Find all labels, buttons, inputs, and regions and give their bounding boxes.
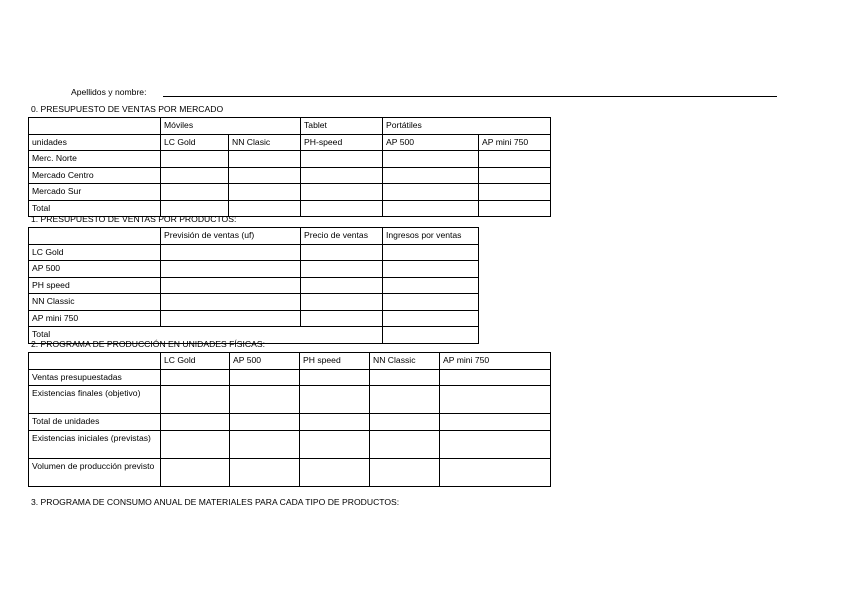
table-row bbox=[29, 134, 551, 151]
column-header: NN Classic bbox=[370, 353, 440, 370]
input-cell[interactable] bbox=[161, 261, 301, 278]
row-label: Total bbox=[29, 327, 383, 344]
row-label: Volumen de producción previsto bbox=[29, 458, 161, 486]
row-label: Total de unidades bbox=[29, 414, 161, 431]
table-row bbox=[29, 294, 479, 311]
input-cell[interactable] bbox=[383, 200, 479, 217]
input-cell[interactable] bbox=[370, 386, 440, 414]
column-header: AP 500 bbox=[383, 134, 479, 151]
column-header: LC Gold bbox=[161, 134, 229, 151]
input-cell[interactable] bbox=[301, 261, 383, 278]
section3-title: 3. PROGRAMA DE CONSUMO ANUAL DE MATERIALES PARA CADA TIPO DE PRODUCTOS: bbox=[31, 497, 400, 507]
input-cell[interactable] bbox=[440, 369, 551, 386]
table-row bbox=[29, 386, 551, 414]
row-label: LC Gold bbox=[29, 244, 161, 261]
column-header: Ingresos por ventas bbox=[383, 228, 479, 245]
input-cell[interactable] bbox=[383, 184, 479, 201]
table-row bbox=[29, 414, 551, 431]
input-cell[interactable] bbox=[370, 369, 440, 386]
row-label: AP 500 bbox=[29, 261, 161, 278]
input-cell[interactable] bbox=[229, 184, 301, 201]
name-label: Apellidos y nombre: bbox=[71, 87, 147, 97]
table-row bbox=[29, 369, 551, 386]
input-cell[interactable] bbox=[300, 414, 370, 431]
input-cell[interactable] bbox=[300, 430, 370, 458]
group-header-portatiles: Portátiles bbox=[383, 118, 551, 135]
input-cell[interactable] bbox=[301, 167, 383, 184]
input-cell[interactable] bbox=[301, 244, 383, 261]
input-cell[interactable] bbox=[383, 277, 479, 294]
input-cell[interactable] bbox=[479, 184, 551, 201]
row-label: Ventas presupuestadas bbox=[29, 369, 161, 386]
row-label: Merc. Norte bbox=[29, 151, 161, 168]
row-label: Mercado Centro bbox=[29, 167, 161, 184]
input-cell[interactable] bbox=[161, 386, 230, 414]
production-program-table bbox=[28, 352, 551, 487]
input-cell[interactable] bbox=[161, 151, 229, 168]
sales-by-product-table bbox=[28, 227, 479, 344]
input-cell[interactable] bbox=[230, 430, 300, 458]
section2-title: 2. PROGRAMA DE PRODUCCIÓN EN UNIDADES FÍSICAS: bbox=[31, 339, 265, 349]
name-input-line[interactable] bbox=[163, 96, 777, 97]
row-label: Existencias finales (objetivo) bbox=[29, 386, 161, 414]
column-header: LC Gold bbox=[161, 353, 230, 370]
input-cell[interactable] bbox=[301, 294, 383, 311]
input-cell[interactable] bbox=[161, 458, 230, 486]
table-row bbox=[29, 244, 479, 261]
row-header: unidades bbox=[29, 134, 161, 151]
sales-by-market-table bbox=[28, 117, 551, 217]
column-header: Precio de ventas bbox=[301, 228, 383, 245]
input-cell[interactable] bbox=[161, 310, 301, 327]
row-label: NN Classic bbox=[29, 294, 161, 311]
input-cell[interactable] bbox=[161, 294, 301, 311]
input-cell[interactable] bbox=[440, 414, 551, 431]
column-header: PH-speed bbox=[301, 134, 383, 151]
input-cell[interactable] bbox=[230, 386, 300, 414]
input-cell[interactable] bbox=[383, 167, 479, 184]
input-cell[interactable] bbox=[230, 369, 300, 386]
section0-title: 0. PRESUPUESTO DE VENTAS POR MERCADO bbox=[31, 104, 224, 114]
column-header: AP mini 750 bbox=[479, 134, 551, 151]
input-cell[interactable] bbox=[161, 369, 230, 386]
row-label: Mercado Sur bbox=[29, 184, 161, 201]
table-row bbox=[29, 184, 551, 201]
column-header: NN Clasic bbox=[229, 134, 301, 151]
input-cell[interactable] bbox=[370, 414, 440, 431]
row-label: AP mini 750 bbox=[29, 310, 161, 327]
input-cell[interactable] bbox=[370, 458, 440, 486]
group-header-tablet: Tablet bbox=[301, 118, 383, 135]
table-row bbox=[29, 277, 479, 294]
column-header: AP mini 750 bbox=[440, 353, 551, 370]
input-cell[interactable] bbox=[230, 414, 300, 431]
input-cell[interactable] bbox=[300, 369, 370, 386]
table-row bbox=[29, 458, 551, 486]
row-label: Existencias iniciales (previstas) bbox=[29, 430, 161, 458]
input-cell[interactable] bbox=[229, 167, 301, 184]
input-cell[interactable] bbox=[301, 151, 383, 168]
input-cell[interactable] bbox=[301, 200, 383, 217]
input-cell[interactable] bbox=[301, 184, 383, 201]
input-cell[interactable] bbox=[161, 414, 230, 431]
table-row bbox=[29, 353, 551, 370]
input-cell[interactable] bbox=[383, 244, 479, 261]
input-cell[interactable] bbox=[161, 184, 229, 201]
column-header: AP 500 bbox=[230, 353, 300, 370]
input-cell[interactable] bbox=[161, 167, 229, 184]
input-cell[interactable] bbox=[479, 200, 551, 217]
table-row bbox=[29, 118, 551, 135]
table-cell bbox=[29, 118, 161, 135]
input-cell[interactable] bbox=[383, 261, 479, 278]
input-cell[interactable] bbox=[161, 430, 230, 458]
input-cell[interactable] bbox=[383, 294, 479, 311]
table-row bbox=[29, 310, 479, 327]
input-cell[interactable] bbox=[300, 458, 370, 486]
input-cell[interactable] bbox=[301, 277, 383, 294]
input-cell[interactable] bbox=[229, 200, 301, 217]
input-cell[interactable] bbox=[161, 244, 301, 261]
table-row bbox=[29, 167, 551, 184]
table-row bbox=[29, 430, 551, 458]
group-header-moviles: Móviles bbox=[161, 118, 301, 135]
input-cell[interactable] bbox=[230, 458, 300, 486]
input-cell[interactable] bbox=[383, 310, 479, 327]
input-cell[interactable] bbox=[440, 430, 551, 458]
table-cell bbox=[29, 353, 161, 370]
input-cell[interactable] bbox=[301, 310, 383, 327]
table-row bbox=[29, 151, 551, 168]
input-cell[interactable] bbox=[479, 151, 551, 168]
input-cell[interactable] bbox=[229, 151, 301, 168]
section1-title: 1. PRESUPUESTO DE VENTAS POR PRODUCTOS: bbox=[31, 214, 237, 224]
column-header: Previsión de ventas (uf) bbox=[161, 228, 301, 245]
row-label: Total bbox=[29, 200, 161, 217]
input-cell[interactable] bbox=[440, 386, 551, 414]
table-cell bbox=[29, 228, 161, 245]
table-row bbox=[29, 261, 479, 278]
input-cell[interactable] bbox=[440, 458, 551, 486]
input-cell[interactable] bbox=[383, 151, 479, 168]
row-label: PH speed bbox=[29, 277, 161, 294]
input-cell[interactable] bbox=[479, 167, 551, 184]
table-row bbox=[29, 228, 479, 245]
input-cell[interactable] bbox=[383, 327, 479, 344]
column-header: PH speed bbox=[300, 353, 370, 370]
input-cell[interactable] bbox=[300, 386, 370, 414]
input-cell[interactable] bbox=[161, 277, 301, 294]
input-cell[interactable] bbox=[370, 430, 440, 458]
